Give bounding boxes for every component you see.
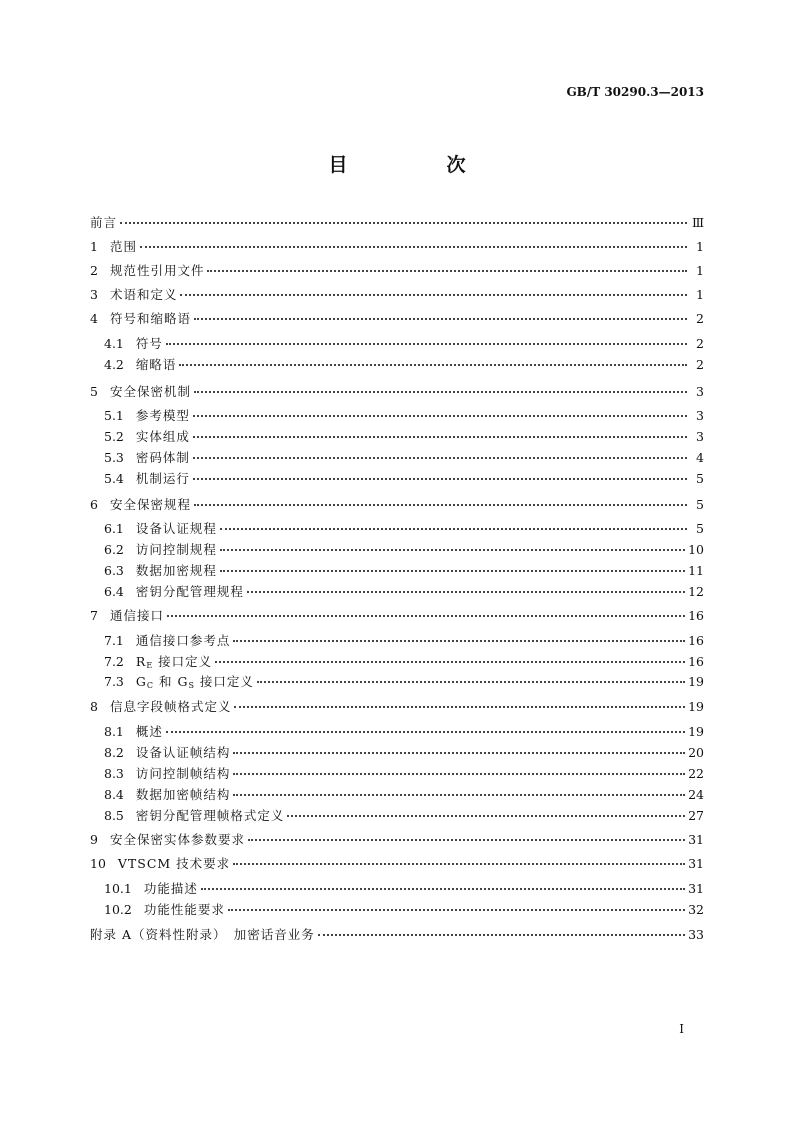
toc-entry-number: 8.1: [104, 724, 124, 739]
toc-entry[interactable]: [90, 903, 704, 917]
toc-entry[interactable]: [90, 312, 704, 326]
toc-entry-page: 20: [688, 745, 704, 760]
toc-entry-label: [136, 358, 177, 372]
toc-entry-label-text: 术语和定义: [109, 287, 178, 302]
toc-entry-label: [136, 788, 231, 802]
toc-entry-page: Ⅲ: [691, 215, 704, 230]
toc-entry-page: 32: [688, 902, 704, 917]
toc-entry-number: 6.2: [104, 542, 124, 557]
toc-entry[interactable]: [90, 585, 704, 599]
page-folio: I: [679, 1022, 684, 1036]
toc-entry-label: [110, 312, 191, 326]
toc-entry[interactable]: [90, 430, 704, 444]
toc-entry-label: [136, 543, 217, 557]
toc-entry[interactable]: [90, 264, 704, 278]
toc-entry-page: 22: [688, 766, 704, 781]
toc-entry-number: 8.2: [104, 745, 124, 760]
toc-entry-page: 2: [696, 336, 704, 351]
toc-entry-label-rest: 接口定义: [153, 654, 213, 669]
dot-leader: [233, 863, 685, 865]
dot-leader: [193, 436, 687, 438]
toc-entry-page: 5: [696, 497, 704, 512]
toc-entry-label-sub1: C: [146, 681, 155, 690]
toc-entry-label: [118, 857, 230, 871]
toc-entry-label-mid: 和 G: [154, 674, 189, 689]
toc-entry[interactable]: [90, 409, 704, 423]
toc-entry[interactable]: [90, 498, 704, 512]
toc-entry-label-text: 范围: [109, 239, 137, 254]
dot-leader: [140, 246, 687, 248]
toc-entry-number: 5.4: [104, 471, 124, 486]
toc-entry[interactable]: [90, 216, 704, 230]
toc-entry-label: [110, 833, 245, 847]
toc-entry-page: 5: [696, 471, 704, 486]
toc-entry-number: 6: [90, 497, 98, 512]
toc-entry[interactable]: [90, 543, 704, 557]
toc-entry-label-text: 符号和缩略语: [109, 311, 191, 326]
dot-leader: [257, 681, 685, 683]
dot-leader: [220, 528, 687, 530]
toc-entry-number: 5.2: [104, 429, 124, 444]
toc-entry-label-text: 安全保密实体参数要求: [109, 832, 245, 847]
toc-entry-number: 8.5: [104, 808, 124, 823]
toc-entry[interactable]: [90, 675, 704, 693]
toc-entry-page: 19: [688, 724, 704, 739]
dot-leader: [220, 549, 685, 551]
toc-entry-page: 11: [688, 563, 704, 578]
toc-entry-label: [110, 609, 164, 623]
toc-entry-number: 10.1: [104, 881, 132, 896]
toc-entry-number: 8: [90, 699, 98, 714]
toc-entry-label: [136, 634, 231, 648]
toc-entry-page: 31: [688, 832, 704, 847]
toc-entry-number: 10.2: [104, 902, 132, 917]
toc-entry[interactable]: [90, 385, 704, 399]
toc-entry-label: [136, 809, 285, 823]
toc-entry-label-text: 参考模型: [135, 408, 190, 423]
dot-leader: [233, 640, 685, 642]
toc-entry-page: 3: [696, 384, 704, 399]
toc-entry-label: [144, 903, 225, 917]
toc-entry-page: 3: [696, 408, 704, 423]
dot-leader: [179, 364, 687, 366]
toc-entry-label-text: 实体组成: [135, 429, 190, 444]
toc-entry[interactable]: [90, 564, 704, 578]
toc-entry-label: [144, 882, 198, 896]
toc-entry-label-text: 缩略语: [135, 357, 177, 372]
toc-entry-number: 6.3: [104, 563, 124, 578]
dot-leader: [166, 731, 685, 733]
toc-entry-label-text: 前言: [90, 215, 118, 230]
toc-entry-page: 4: [696, 450, 704, 465]
toc-entry-label-rest: 接口定义: [194, 674, 254, 689]
toc-entry-label-text: 设备认证帧结构: [135, 745, 231, 760]
toc-entry-label-text: 设备认证规程: [135, 521, 217, 536]
dot-leader: [287, 815, 685, 817]
toc-entry-label-text: 访问控制规程: [135, 542, 217, 557]
toc-entry-page: 16: [688, 608, 704, 623]
toc-entry-number: 4.2: [104, 357, 124, 372]
toc-entry-label: [90, 928, 315, 942]
toc-entry-number: 9: [90, 832, 98, 847]
toc-entry-label-text: R: [135, 654, 147, 669]
toc-entry-number: 2: [90, 263, 98, 278]
toc-entry-label-text: 密码体制: [135, 450, 190, 465]
toc-entry-label-text: 信息字段帧格式定义: [109, 699, 232, 714]
toc-entry-label-text: 功能性能要求: [143, 902, 225, 917]
toc-entry-label: [136, 585, 244, 599]
page-title: 目 次: [328, 154, 506, 176]
toc-entry-number: 7.2: [104, 654, 124, 669]
toc-entry-label-text: 符号: [135, 336, 163, 351]
dot-leader: [233, 794, 685, 796]
toc-entry-number: 3: [90, 287, 98, 302]
toc-entry-label: [136, 337, 163, 351]
toc-entry-label-text: 规范性引用文件: [109, 263, 205, 278]
toc-entry-page: 3: [696, 429, 704, 444]
toc-entry-label-text: 访问控制帧结构: [135, 766, 231, 781]
toc-entry-label: [136, 746, 231, 760]
toc-entry-number: 4: [90, 311, 98, 326]
toc-entry-number: 5: [90, 384, 98, 399]
toc-entry-page: 5: [696, 521, 704, 536]
dot-leader: [167, 615, 685, 617]
toc-entry[interactable]: [90, 337, 704, 351]
toc-entry[interactable]: [90, 288, 704, 302]
toc-entry-label-text: 安全保密规程: [109, 497, 191, 512]
standard-number: GB/T 30290.3—2013: [566, 85, 704, 99]
dot-leader: [233, 773, 685, 775]
toc-entry-page: 2: [696, 311, 704, 326]
toc-entry-page: 33: [688, 927, 704, 942]
toc-entry-number: 5.1: [104, 408, 124, 423]
toc-entry-label: [110, 498, 191, 512]
toc-entry-label: [136, 522, 217, 536]
toc-entry-page: 31: [688, 881, 704, 896]
toc-entry-label-text: 数据加密帧结构: [135, 787, 231, 802]
toc-entry[interactable]: [90, 240, 704, 254]
toc-entry-label: [136, 451, 190, 465]
toc-entry-label-text: 密钥分配管理规程: [135, 584, 244, 599]
toc-entry-label-text: G: [135, 674, 147, 689]
toc-entry-label: [110, 288, 178, 302]
dot-leader: [220, 570, 685, 572]
toc-entry-label-text: 概述: [135, 724, 163, 739]
toc-entry-page: 16: [688, 654, 704, 669]
toc-entry[interactable]: [90, 700, 704, 714]
dot-leader: [193, 478, 687, 480]
dot-leader: [193, 457, 687, 459]
toc-entry-number: 5.3: [104, 450, 124, 465]
toc-entry-label-text: 通信接口参考点: [135, 633, 231, 648]
toc-entry-number: 10: [90, 856, 106, 871]
toc-entry-page: 19: [688, 699, 704, 714]
toc-entry-label: [136, 409, 190, 423]
toc-entry-page: 19: [688, 674, 704, 689]
toc-entry-number: 7: [90, 608, 98, 623]
toc-entry-label: [90, 216, 117, 230]
toc-entry-number: 1: [90, 239, 98, 254]
toc-entry[interactable]: [90, 655, 704, 673]
toc-entry[interactable]: [90, 833, 704, 847]
toc-entry-label-text: 功能描述: [143, 881, 198, 896]
toc-entry[interactable]: [90, 358, 704, 372]
toc-entry-number: 7.3: [104, 674, 124, 689]
toc-entry-number: 4.1: [104, 336, 124, 351]
dot-leader: [207, 270, 687, 272]
toc-entry[interactable]: [90, 472, 704, 486]
dot-leader: [228, 909, 685, 911]
dot-leader: [180, 294, 687, 296]
toc-entry[interactable]: [90, 809, 704, 823]
toc-entry[interactable]: [90, 451, 704, 465]
toc-entry-number: 8.3: [104, 766, 124, 781]
toc-entry-page: 1: [696, 263, 704, 278]
toc-entry[interactable]: [90, 746, 704, 760]
toc-entry-number: 6.4: [104, 584, 124, 599]
dot-leader: [201, 888, 685, 890]
toc-entry-number: 6.1: [104, 521, 124, 536]
dot-leader: [318, 934, 685, 936]
toc-entry-label-sub2: S: [188, 681, 195, 690]
toc-entry-label-text: 通信接口: [109, 608, 164, 623]
toc-entry-label-text: 机制运行: [135, 471, 190, 486]
dot-leader: [194, 318, 687, 320]
toc-entry-label: [110, 240, 137, 254]
toc-entry-page: 2: [696, 357, 704, 372]
toc-entry-label: [110, 700, 232, 714]
toc-entry-label: [136, 430, 190, 444]
toc-entry-page: 27: [688, 808, 704, 823]
dot-leader: [215, 661, 685, 663]
dot-leader: [233, 752, 685, 754]
dot-leader: [194, 504, 687, 506]
toc-entry[interactable]: [90, 725, 704, 739]
toc-entry-page: 1: [696, 239, 704, 254]
toc-entry-label: [136, 767, 231, 781]
toc-entry-label: [110, 385, 191, 399]
toc-entry[interactable]: [90, 522, 704, 536]
toc-entry[interactable]: [90, 634, 704, 648]
toc-entry-page: 12: [688, 584, 704, 599]
dot-leader: [120, 222, 687, 224]
dot-leader: [248, 839, 685, 841]
toc-entry-page: 10: [688, 542, 704, 557]
toc-entry-label-text: 附录 A（资料性附录） 加密话音业务: [90, 927, 315, 942]
toc-entry-label-text: 数据加密规程: [135, 563, 217, 578]
toc-entry[interactable]: [90, 857, 704, 871]
toc-entry-label: [136, 564, 217, 578]
toc-entry[interactable]: [90, 788, 704, 802]
toc-entry[interactable]: [90, 767, 704, 781]
toc-entry-label: [136, 725, 163, 739]
toc-entry[interactable]: [90, 882, 704, 896]
dot-leader: [194, 391, 687, 393]
toc-entry-number: 7.1: [104, 633, 124, 648]
toc-entry-label: [110, 264, 205, 278]
toc-entry-label: [136, 655, 212, 673]
toc-entry-label-text: VTSCM 技术要求: [117, 856, 231, 871]
toc-entry-label-sub1: E: [146, 661, 154, 670]
toc-entry-label: [136, 472, 190, 486]
dot-leader: [247, 591, 685, 593]
toc-entry-page: 16: [688, 633, 704, 648]
toc-entry-label-text: 密钥分配管理帧格式定义: [135, 808, 285, 823]
toc-entry-label-text: 安全保密机制: [109, 384, 191, 399]
toc-entry-number: 8.4: [104, 787, 124, 802]
toc-entry-page: 24: [688, 787, 704, 802]
toc-entry-page: 1: [696, 287, 704, 302]
toc-entry[interactable]: [90, 609, 704, 623]
toc-entry-page: 31: [688, 856, 704, 871]
toc-entry[interactable]: [90, 928, 704, 942]
dot-leader: [193, 415, 687, 417]
dot-leader: [166, 343, 687, 345]
dot-leader: [234, 706, 685, 708]
toc-entry-label: [136, 675, 254, 693]
